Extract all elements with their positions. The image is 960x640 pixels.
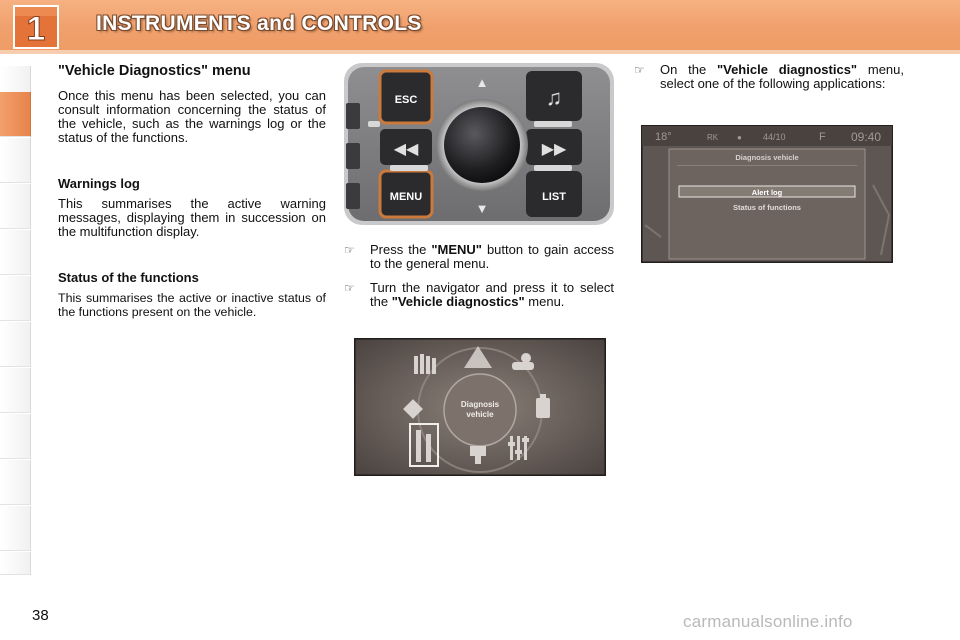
chapter-number: 1	[26, 10, 46, 48]
forward-icon: ▶▶	[541, 141, 567, 158]
control-panel-image	[344, 63, 614, 225]
general-menu-screen-image	[354, 338, 606, 476]
intro-text	[58, 89, 326, 145]
navigator-knob	[444, 107, 520, 183]
status-time: 09:40	[851, 130, 882, 144]
status-functions-option: Status of functions	[733, 203, 801, 212]
status-functions-block	[58, 271, 326, 319]
status-functions-heading: Status of the functions	[58, 270, 199, 285]
chapter-badge	[10, 2, 62, 52]
step-select-application: ☞ On the "Vehicle diagnostics" menu, select one of the following applications:	[634, 62, 904, 91]
up-arrow-icon: ▲	[475, 75, 489, 90]
status-temperature: 18°	[655, 131, 672, 143]
chapter-tabs	[0, 66, 32, 576]
watermark: carmanualsonline.info	[683, 612, 853, 631]
warnings-log-heading: Warnings log	[58, 176, 140, 191]
status-track: 44/10	[763, 132, 786, 142]
status-fuel: F	[819, 131, 826, 143]
esc-label: ESC	[394, 94, 418, 106]
header-underline	[0, 50, 960, 54]
rewind-icon: ◀◀	[393, 141, 419, 158]
pointing-hand-icon: ☞	[634, 63, 645, 77]
status-dot: ●	[737, 133, 742, 142]
diagnosis-screen-image	[641, 125, 893, 263]
warnings-log-text: This summarises the active warning messages, displaying them in succession on the multifunction display.	[58, 196, 326, 239]
status-functions-text: This summarises the active or inactive status of the functions present on the vehicle.	[58, 291, 326, 319]
page-number: 38	[32, 607, 49, 624]
step-select-diagnostics: ☞ Turn the navigator and press it to select the "Vehicle diagnostics" menu.	[344, 280, 614, 309]
chapter-tab[interactable]	[0, 184, 31, 229]
alert-log-option: Alert log	[751, 188, 783, 197]
sliders-icon	[508, 436, 529, 460]
middle-steps	[344, 243, 614, 319]
right-steps	[634, 63, 904, 101]
section-heading: "Vehicle Diagnostics" menu	[58, 63, 251, 79]
pointing-hand-icon: ☞	[344, 243, 355, 257]
chapter-tab[interactable]	[0, 322, 31, 367]
step-press-menu: ☞ Press the "MENU" button to gain access to the general menu.	[344, 242, 614, 271]
menu-center-label-1: Diagnosis	[460, 400, 500, 409]
menu-label: MENU	[389, 191, 423, 203]
chapter-tab-active[interactable]	[0, 92, 31, 137]
music-icon: ♫	[545, 85, 563, 110]
intro-paragraph: Once this menu has been selected, you can consult information concerning the status of the vehicle, such as the warnings log or the status of the functions.	[58, 88, 326, 145]
chapter-tab[interactable]	[0, 414, 31, 459]
warnings-log-block	[58, 177, 326, 239]
chapter-tab[interactable]	[0, 506, 31, 551]
chapter-tab[interactable]	[0, 460, 31, 505]
chapter-tab[interactable]	[0, 552, 31, 575]
menu-center-label-2: vehicle	[466, 410, 494, 419]
chapter-tab[interactable]	[0, 230, 31, 275]
chapter-tab[interactable]	[0, 276, 31, 321]
pointing-hand-icon: ☞	[344, 281, 355, 295]
header-title: INSTRUMENTS and CONTROLS	[96, 12, 422, 35]
list-label: LIST	[542, 191, 566, 203]
diag-title: Diagnosis vehicle	[735, 153, 799, 162]
status-radio: RK	[707, 133, 719, 142]
chapter-tab[interactable]	[0, 138, 31, 183]
chapter-tab[interactable]	[0, 368, 31, 413]
down-arrow-icon: ▼	[475, 201, 489, 216]
